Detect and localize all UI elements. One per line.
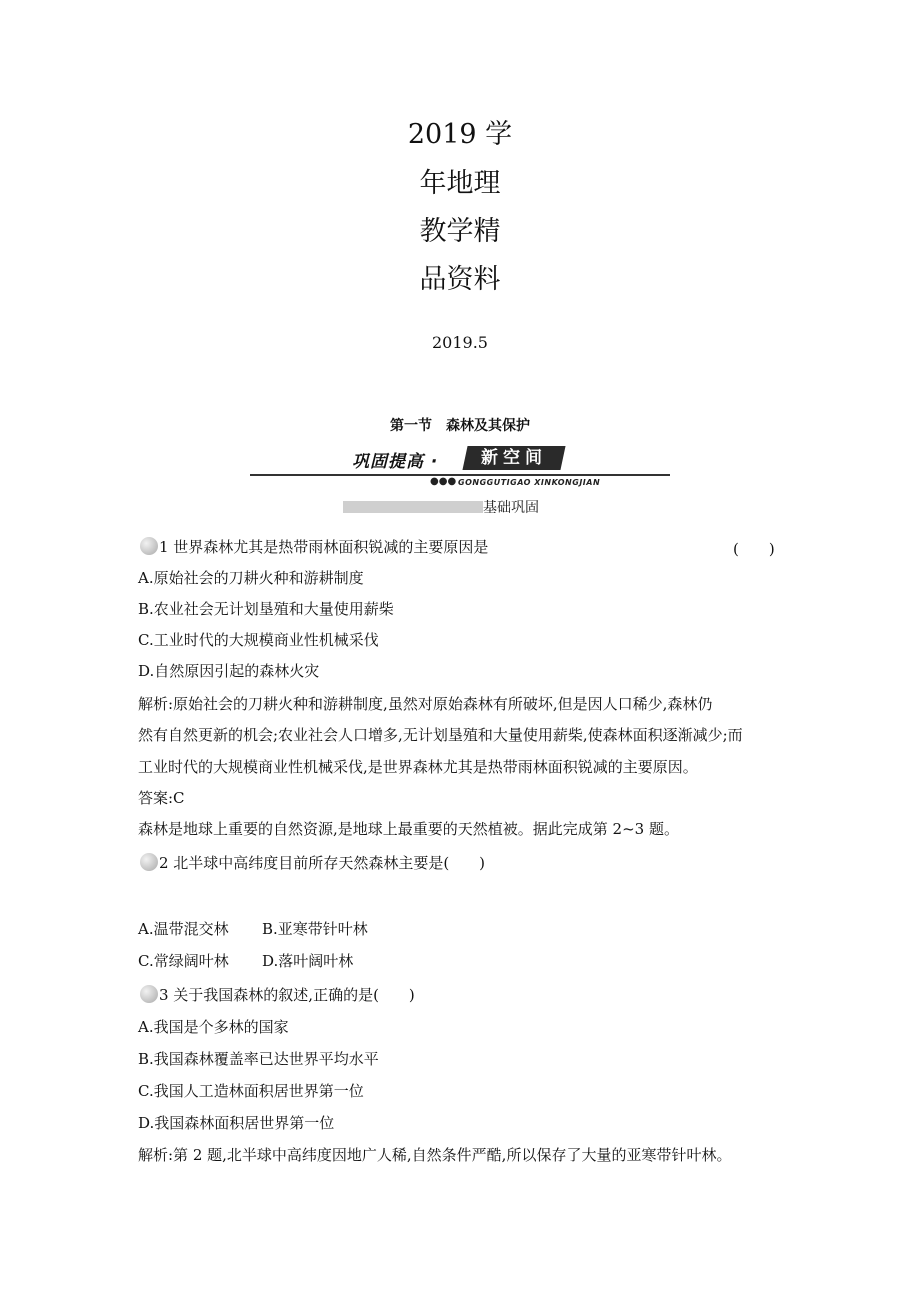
q2-stem-line — [137, 852, 485, 873]
q1-answer: 答案:C — [138, 789, 185, 807]
banner-pinyin: GONGGUTIGAO XINKONGJIAN — [458, 478, 601, 487]
q3-analysis: 解析:第 2 题,北半球中高纬度因地广人稀,自然条件严酷,所以保存了大量的亚寒带针叶林。 — [138, 1146, 732, 1164]
q2-option-b: B.亚寒带针叶林 — [262, 920, 368, 938]
cover-title-line-1: 2019 学 — [407, 119, 513, 150]
subsection-bar — [343, 501, 483, 513]
banner-bold-text: 巩固提高 · — [352, 452, 439, 472]
q2-option-a: A.温带混交林 — [138, 920, 229, 938]
banner-boxed-text: 新空间 — [481, 448, 547, 468]
subsection-label: 基础巩固 — [483, 500, 539, 516]
q1-answer-blank: ( ) — [733, 540, 775, 558]
q3-stem-line — [137, 984, 415, 1005]
q1-stem: 1 世界森林尤其是热带雨林面积锐减的主要原因是 — [159, 538, 489, 556]
q3-option-b: B.我国森林覆盖率已达世界平均水平 — [138, 1050, 379, 1068]
banner-boxed — [462, 446, 565, 470]
q1-option-d: D.自然原因引起的森林火灾 — [138, 662, 320, 680]
section-title: 第一节 森林及其保护 — [390, 418, 530, 434]
q1-analysis-line-2: 然有自然更新的机会;农业社会人口增多,无计划垦殖和大量使用薪柴,使森林面积逐渐减少;而 — [138, 726, 743, 744]
intro-q2-q3: 森林是地球上重要的自然资源,是地球上最重要的天然植被。据此完成第 2~3 题。 — [138, 820, 679, 838]
q1-analysis-line-1: 解析:原始社会的刀耕火种和游耕制度,虽然对原始森林有所破坏,但是因人口稀少,森林仍 — [138, 695, 713, 713]
q1-option-c: C.工业时代的大规模商业性机械采伐 — [138, 631, 379, 649]
cover-title-line-3: 教学精 — [419, 216, 501, 247]
question-bullet-icon — [140, 537, 158, 555]
q2-option-d: D.落叶阔叶林 — [262, 952, 354, 970]
banner-dots: ●●● — [430, 476, 457, 487]
cover-title-line-2: 年地理 — [419, 168, 501, 199]
question-bullet-icon — [140, 985, 158, 1003]
q1-option-a: A.原始社会的刀耕火种和游耕制度 — [138, 569, 364, 587]
q1-option-b: B.农业社会无计划垦殖和大量使用薪柴 — [138, 600, 394, 618]
q2-stem: 2 北半球中高纬度目前所存天然森林主要是( ) — [159, 854, 486, 872]
q3-option-d: D.我国森林面积居世界第一位 — [138, 1114, 335, 1132]
q2-option-c: C.常绿阔叶林 — [138, 952, 229, 970]
subsection-heading — [343, 498, 539, 516]
q1-analysis-line-3: 工业时代的大规模商业性机械采伐,是世界森林尤其是热带雨林面积锐减的主要原因。 — [138, 758, 698, 776]
q3-option-c: C.我国人工造林面积居世界第一位 — [138, 1082, 364, 1100]
banner — [250, 445, 670, 495]
q3-stem: 3 关于我国森林的叙述,正确的是( ) — [159, 986, 415, 1004]
q1-stem-line — [137, 536, 488, 557]
cover-date: 2019.5 — [432, 333, 488, 352]
q3-option-a: A.我国是个多林的国家 — [138, 1018, 289, 1036]
question-bullet-icon — [140, 853, 158, 871]
cover-title-line-4: 品资料 — [419, 264, 501, 295]
banner-rule — [250, 474, 670, 476]
